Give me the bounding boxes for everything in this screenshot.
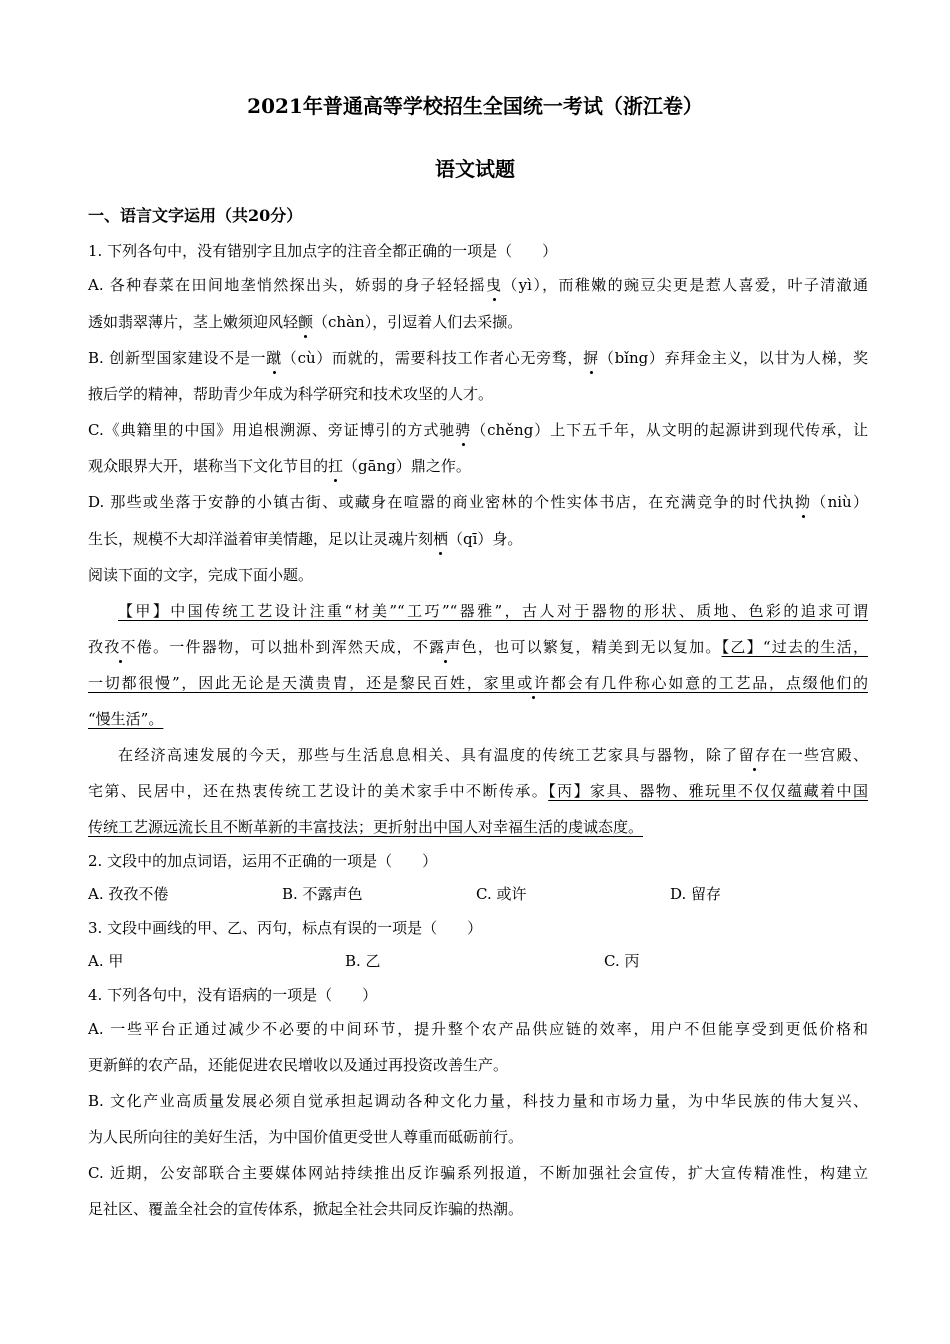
- passage-line: 在经济高速发展的今天，那些与生活息息相关、具有温度的传统工艺家具与器物，除了留存在一些宫殿、: [118, 746, 868, 764]
- exam-subtitle: 语文试题: [435, 157, 515, 181]
- q4-option-a: A. 一些平台正通过减少不必要的中间环节，提升整个农产品供应链的效率，用户不但能享受到更低价格和: [88, 1020, 868, 1038]
- dotted-char: 骋: [455, 421, 472, 439]
- dotted-char: 扛: [328, 457, 344, 475]
- passage-line: 宅第、民居中，还在热衷传统工艺设计的美术家手中不断传承。【丙】家具、器物、雅玩里不仅仅蕴藏着中国: [88, 782, 868, 800]
- q2-option-c: C. 或许: [476, 885, 527, 903]
- passage-line: 【甲】中国传统工艺设计注重“材美”“工巧”“器雅”，古人对于器物的形状、质地、色彩的追求可谓: [118, 602, 868, 620]
- q4-option-a-cont: 更新鲜的农产品，还能促进农民增收以及通过再投资改善生产。: [88, 1056, 509, 1074]
- q3-stem: 3. 文段中画线的甲、乙、丙句，标点有误的一项是（ ）: [88, 919, 483, 937]
- q4-option-c-cont: 足社区、覆盖全社会的宣传体系，掀起全社会共同反诈骗的热潮。: [88, 1200, 524, 1218]
- q4-option-b: B. 文化产业高质量发展必须自觉承担起调动各种文化力量，科技力量和市场力量，为中华民族的伟大复兴、: [88, 1092, 868, 1110]
- q1-option-b-cont: 掖后学的精神，帮助青少年成为科学研究和技术攻坚的人才。: [88, 385, 494, 403]
- q3-option-c: C. 丙: [604, 952, 640, 970]
- q1-option-b: B. 创新型国家建设不是一蹴（cù）而就的，需要科技工作者心无旁骛，摒（bǐng）弃拜金主义，以甘为人梯，奖: [88, 349, 868, 367]
- q3-option-b: B. 乙: [345, 952, 381, 970]
- q1-option-c-cont: 观众眼界大开，堪称当下文化节目的扛（gāng）鼎之作。: [88, 457, 471, 475]
- dotted-phrase: 不露声色: [412, 638, 478, 656]
- q2-stem: 2. 文段中的加点词语，运用不正确的一项是（ ）: [88, 852, 438, 870]
- q1-option-c: C.《典籍里的中国》用追根溯源、旁证博引的方式驰骋（chěng）上下五千年，从文明的起源讲到现代传承，让: [88, 421, 868, 439]
- dotted-char: 摒: [583, 349, 599, 367]
- section-heading: 一、语言文字运用（共20分）: [88, 206, 303, 225]
- q1-stem: 1. 下列各句中，没有错别字且加点字的注音全都正确的一项是（ ）: [88, 242, 558, 260]
- q1-option-d: D. 那些或坐落于安静的小镇古街、或藏身在喧嚣的商业密林的个性实体书店，在充满竞争的时代执拗（niù）: [88, 493, 868, 511]
- q1-option-d-cont: 生长，规模不大却洋溢着审美情趣，足以让灵魂片刻栖（qī）身。: [88, 530, 523, 548]
- q1-option-a-cont: 透如翡翠薄片，茎上嫩须迎风轻颤（chàn），引逗着人们去采撷。: [88, 313, 523, 331]
- q4-option-c: C. 近期，公安部联合主要媒体网站持续推出反诈骗系列报道，不断加强社会宣传，扩大宣传精准性，构建立: [88, 1164, 868, 1182]
- q2-option-a: A. 孜孜不倦: [88, 885, 169, 903]
- passage-line: 一切都很慢”，因此无论是天潢贵胄，还是黎民百姓，家里或许都会有几件称心如意的工艺品，点缀他们的: [88, 674, 868, 692]
- passage-line: 孜孜不倦。一件器物，可以拙朴到浑然天成，不露声色，也可以繁复，精美到无以复加。【乙】“过去的生活，: [88, 638, 868, 656]
- dotted-char: 颤: [298, 313, 314, 331]
- reading-instruction: 阅读下面的文字，完成下面小题。: [88, 566, 314, 584]
- q3-option-a: A. 甲: [88, 952, 124, 970]
- dotted-char: 曳: [485, 276, 503, 294]
- passage-line: “慢生活”。: [88, 710, 164, 728]
- passage-line: 传统工艺源远流长且不断革新的丰富技法；更折射出中国人对幸福生活的虔诚态度。: [88, 818, 644, 836]
- q2-option-b: B. 不露声色: [282, 885, 363, 903]
- exam-title: 2021年普通高等学校招生全国统一考试（浙江卷）: [247, 94, 703, 118]
- q4-stem: 4. 下列各句中，没有语病的一项是（ ）: [88, 986, 378, 1004]
- dotted-char: 栖: [433, 530, 449, 548]
- dotted-char: 拗: [794, 493, 812, 511]
- dotted-char: 蹴: [266, 349, 282, 367]
- q2-option-d: D. 留存: [670, 885, 722, 903]
- q1-option-a: A. 各种春菜在田间地垄悄然探出头，娇弱的身子轻轻摇曳（yì），而稚嫩的豌豆尖更是惹人喜爱，叶子清澈通: [88, 276, 868, 294]
- dotted-phrase: 孜孜不倦: [88, 638, 153, 656]
- dotted-phrase: 或许: [517, 674, 551, 692]
- dotted-phrase: 留存: [738, 746, 772, 764]
- q4-option-b-cont: 为人民所向往的美好生活，为中国价值更受世人尊重而砥砺前行。: [88, 1128, 524, 1146]
